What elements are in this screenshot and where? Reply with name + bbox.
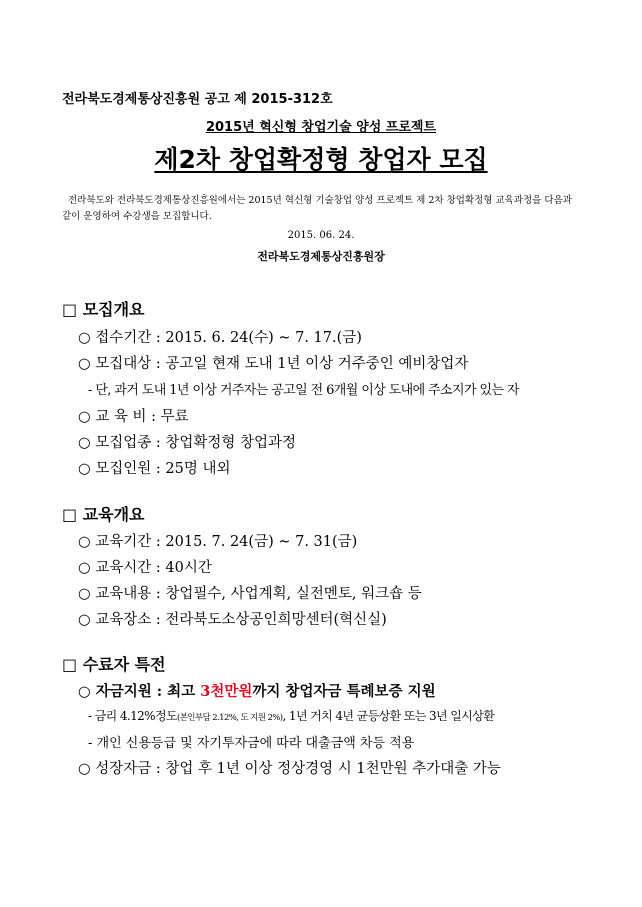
benefit-rate-suffix: , 1년 거치 4년 균등상환 또는 3년 일시상환	[282, 709, 495, 723]
recruit-period: ○ 접수기간 : 2015. 6. 24(수) ~ 7. 17.(금)	[78, 330, 362, 346]
education-content: ○ 교육내용 : 창업필수, 사업계획, 실전멘토, 워크숍 등	[78, 586, 422, 602]
section-heading-recruit: □ 모집개요	[62, 300, 145, 319]
notice-number: 전라북도경제통상진흥원 공고 제 2015-312호	[62, 92, 333, 107]
section-heading-benefits: □ 수료자 특전	[62, 655, 166, 674]
recruit-industry: ○ 모집업종 : 창업확정형 창업과정	[78, 435, 297, 451]
recruit-target: ○ 모집대상 : 공고일 현재 도내 1년 이상 거주중인 예비창업자	[78, 356, 469, 372]
issuer: 전라북도경제통상진흥원장	[257, 250, 385, 263]
benefit-growth: ○ 성장자금 : 창업 후 1년 이상 정상경영 시 1천만원 추가대출 가능	[78, 761, 501, 777]
benefit-fund-suffix: 까지 창업자금 특례보증 지원	[252, 683, 436, 700]
section-heading-education: □ 교육개요	[62, 505, 145, 524]
project-name-text: 2015년 혁신형 창업기술 양성 프로젝트	[205, 120, 437, 135]
benefit-fund-amount: 3천만원	[200, 683, 253, 700]
education-hours: ○ 교육시간 : 40시간	[78, 560, 212, 576]
benefit-credit: - 개인 신용등급 및 자기투자금에 따라 대출금액 차등 적용	[88, 736, 415, 751]
recruit-fee: ○ 교 육 비 : 무료	[78, 409, 189, 425]
recruit-count: ○ 모집인원 : 25명 내외	[78, 461, 231, 477]
benefit-fund	[78, 680, 436, 701]
intro-paragraph: 전라북도와 전라북도경제통상진흥원에서는 2015년 혁신형 기술창업 양성 프로젝트 제 2차 창업확정형 교육과정을 다음과 같이 운영하여 수강생을 모집합니다.	[62, 195, 572, 222]
project-name	[0, 116, 642, 135]
benefit-rate	[88, 707, 494, 724]
recruit-target-note: - 단, 과거 도내 1년 이상 거주자는 공고일 전 6개월 이상 도내에 주소지가 있는 자	[88, 383, 519, 398]
education-period: ○ 교육기간 : 2015. 7. 24(금) ~ 7. 31(금)	[78, 534, 358, 550]
page-title-text: 제2차 창업확정형 창업자 모집	[154, 145, 488, 174]
page-title	[0, 140, 642, 176]
benefit-fund-prefix: ○ 자금지원 : 최고	[78, 683, 201, 700]
benefit-rate-detail: (본인부담 2.12%, 도 지원 2%)	[176, 713, 283, 723]
benefit-rate-prefix: - 금리 4.12%정도	[88, 709, 177, 723]
education-place: ○ 교육장소 : 전라북도소상공인희망센터(혁신실)	[78, 612, 387, 628]
notice-date: 2015. 06. 24.	[287, 230, 355, 241]
